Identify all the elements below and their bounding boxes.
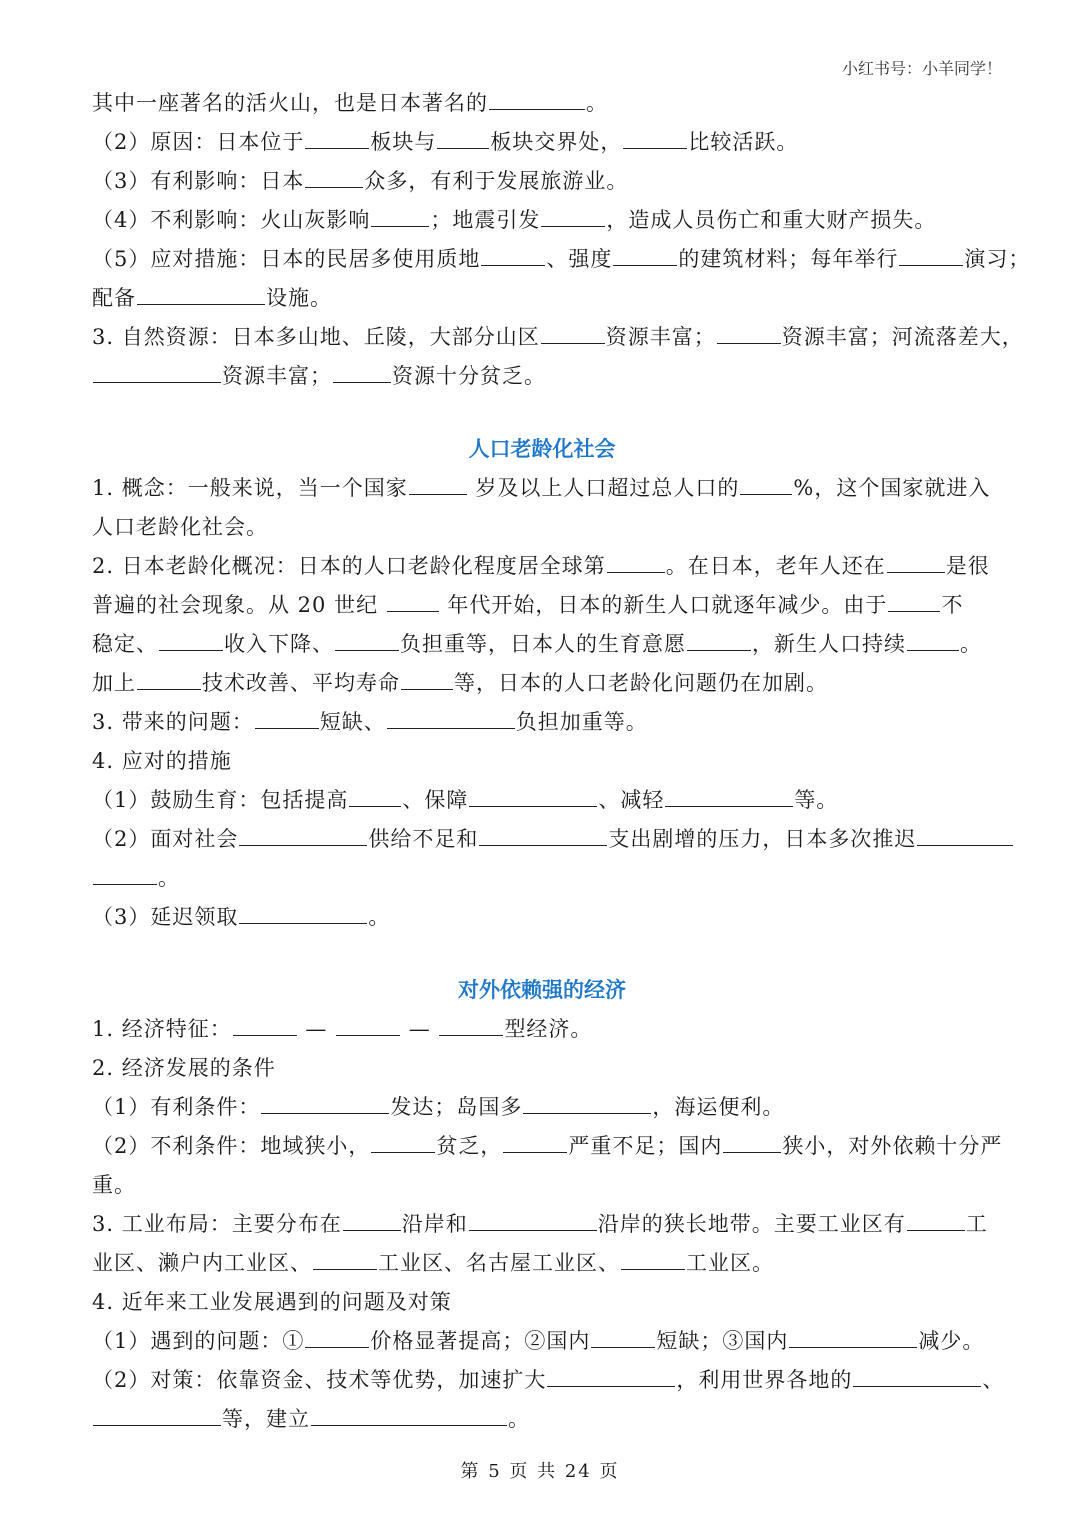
line-text: 、减轻 <box>598 788 665 812</box>
fill-blank[interactable] <box>917 823 1013 846</box>
text-line <box>92 1361 1005 1400</box>
fill-blank[interactable] <box>349 784 401 807</box>
line-text: 比较活跃。 <box>688 130 799 154</box>
text-line <box>92 1244 992 1283</box>
fill-blank[interactable] <box>607 550 665 573</box>
line-text: 人口老龄化社会。 <box>92 515 268 539</box>
line-text: 、保障 <box>402 788 469 812</box>
line-text: 严重不足；国内 <box>568 1134 723 1158</box>
worksheet <box>92 84 1031 1439</box>
line-text: （1）鼓励生育：包括提高 <box>92 788 349 812</box>
fill-blank[interactable] <box>887 550 945 573</box>
fill-blank[interactable] <box>547 1364 675 1387</box>
line-text: 资源丰富； <box>222 364 332 388</box>
line-text: 是很 <box>945 554 990 578</box>
fill-blank[interactable] <box>239 823 367 846</box>
line-text: 的建筑材料；每年举行 <box>678 247 899 271</box>
fill-blank[interactable] <box>740 472 792 495</box>
watermark: 小红书号：小羊同学！ <box>841 59 1002 78</box>
line-text: 。 <box>960 632 982 656</box>
line-text: 4. 应对的措施 <box>92 749 232 773</box>
text-line <box>92 781 992 820</box>
line-text: 、强度 <box>546 247 613 271</box>
fill-blank[interactable] <box>305 165 363 188</box>
text-line <box>92 1400 992 1439</box>
line-text: 等。 <box>794 788 839 812</box>
fill-blank[interactable] <box>333 360 391 383</box>
line-text: 加上 <box>92 671 136 695</box>
line-text: 型经济。 <box>504 1017 593 1041</box>
text-line <box>92 742 992 781</box>
text-line <box>92 820 992 859</box>
text-line <box>92 625 992 664</box>
line-text: （2）面对社会 <box>92 827 239 851</box>
line-text: 3. 自然资源：日本多山地、丘陵，大部分山区 <box>92 325 540 349</box>
fill-blank[interactable] <box>137 282 265 305</box>
fill-blank[interactable] <box>503 1130 567 1153</box>
fill-blank[interactable] <box>335 628 399 651</box>
fill-blank[interactable] <box>469 784 597 807</box>
line-text: 发达；岛国多 <box>390 1095 523 1119</box>
fill-blank[interactable] <box>665 784 793 807</box>
text-line <box>92 201 992 240</box>
fill-blank[interactable] <box>623 126 687 149</box>
line-text: 短缺；③国内 <box>656 1329 789 1353</box>
line-text: 技术改善、平均寿命 <box>202 671 400 695</box>
fill-blank[interactable] <box>387 589 439 612</box>
line-text: （5）应对措施：日本的民居多使用质地 <box>92 247 481 271</box>
fill-blank[interactable] <box>613 243 677 266</box>
fill-blank[interactable] <box>888 589 940 612</box>
line-text: 供给不足和 <box>368 827 479 851</box>
text-line <box>92 859 992 898</box>
text-line <box>92 357 992 396</box>
fill-blank[interactable] <box>687 628 751 651</box>
line-text: 。 <box>158 866 180 890</box>
line-text: 板块交界处， <box>490 130 623 154</box>
fill-blank[interactable] <box>371 1130 435 1153</box>
line-text: 演习； <box>964 247 1031 271</box>
line-text: 。 <box>508 1407 530 1431</box>
section-aging <box>92 469 992 937</box>
fill-blank[interactable] <box>899 243 963 266</box>
line-text: 沿岸的狭长地带。主要工业区有 <box>597 1212 906 1236</box>
line-text: 等，日本的人口老龄化问题仍在加剧。 <box>454 671 828 695</box>
fill-blank[interactable] <box>401 667 453 690</box>
line-text: （2）原因：日本位于 <box>92 130 305 154</box>
text-line <box>92 84 992 123</box>
text-line <box>92 1283 992 1322</box>
fill-blank[interactable] <box>723 1130 781 1153</box>
line-text: 3. 带来的问题： <box>92 710 254 734</box>
line-text: 不 <box>941 593 964 617</box>
line-text: ，新生人口持续 <box>752 632 906 656</box>
line-text: 沿岸和 <box>401 1212 468 1236</box>
line-text: %，这个国家就进入 <box>793 476 991 500</box>
line-text: 支出剧增的压力，日本多次推迟 <box>608 827 917 851</box>
page-footer: 第 5 页 共 24 页 <box>460 1461 620 1482</box>
line-text: 2. 日本老龄化概况：日本的人口老龄化程度居全球第 <box>92 554 606 578</box>
text-line <box>92 703 992 742</box>
fill-blank[interactable] <box>469 1208 597 1231</box>
text-line <box>92 1010 992 1049</box>
line-text: （2）对策：依靠资金、技术等优势，加速扩大 <box>92 1368 547 1392</box>
line-text: 设施。 <box>266 286 332 310</box>
line-text: （3）延迟领取 <box>92 905 239 929</box>
text-line <box>92 586 992 625</box>
fill-blank[interactable] <box>93 862 157 885</box>
line-text: 短缺、 <box>319 710 386 734</box>
text-line <box>92 547 992 586</box>
line-text: 3. 工业布局：主要分布在 <box>92 1212 342 1236</box>
fill-blank[interactable] <box>437 126 489 149</box>
line-text: 。 <box>368 905 391 929</box>
line-text: 负担重等，日本人的生育意愿 <box>400 632 686 656</box>
line-text: 狭小，对外依赖十分严 <box>782 1134 1003 1158</box>
line-text: 负担加重等。 <box>515 710 648 734</box>
line-text: 年代开始，日本的新生人口就逐年减少。由于 <box>439 593 888 617</box>
fill-blank[interactable] <box>255 706 319 729</box>
line-text: （2）不利条件：地域狭小， <box>92 1134 371 1158</box>
line-text: 。在日本，老年人还在 <box>665 554 886 578</box>
fill-blank[interactable] <box>336 1013 400 1036</box>
fill-blank[interactable] <box>523 1091 651 1114</box>
fill-blank[interactable] <box>305 1325 369 1348</box>
line-text: — <box>401 1017 439 1041</box>
line-text: （1）有利条件： <box>92 1095 261 1119</box>
line-text: ，利用世界各地的 <box>676 1368 853 1392</box>
line-text: 、 <box>982 1368 1005 1392</box>
text-line <box>92 1049 992 1088</box>
line-text: 4. 近年来工业发展遇到的问题及对策 <box>92 1290 452 1314</box>
line-text: 岁及以上人口超过总人口的 <box>467 476 740 500</box>
line-text: 贫乏， <box>436 1134 503 1158</box>
line-text: 资源十分贫乏。 <box>392 364 546 388</box>
line-text: 重。 <box>92 1173 136 1197</box>
line-text: 价格显著提高；②国内 <box>370 1329 591 1353</box>
fill-blank[interactable] <box>481 243 545 266</box>
line-text: 1. 概念：一般来说，当一个国家 <box>92 476 408 500</box>
section-japan-nature <box>92 84 1031 396</box>
line-text: 资源丰富； <box>605 325 716 349</box>
text-line <box>92 1166 992 1205</box>
line-text: 工 <box>965 1212 988 1236</box>
fill-blank[interactable] <box>387 706 515 729</box>
fill-blank[interactable] <box>541 321 605 344</box>
fill-blank[interactable] <box>93 1403 221 1426</box>
heading-aging: 人口老龄化社会 <box>468 437 616 461</box>
fill-blank[interactable] <box>479 823 607 846</box>
text-line <box>92 469 992 508</box>
line-text: 减少。 <box>918 1329 985 1353</box>
line-text: 普遍的社会现象。从 20 世纪 <box>92 593 386 617</box>
fill-blank[interactable] <box>489 87 585 110</box>
text-line <box>92 1205 992 1244</box>
fill-blank[interactable] <box>159 628 223 651</box>
fill-blank[interactable] <box>439 1013 503 1036</box>
line-text: 。 <box>586 91 608 115</box>
line-text: — <box>297 1017 336 1041</box>
line-text: 众多，有利于发展旅游业。 <box>364 169 629 193</box>
line-text: 1. 经济特征： <box>92 1017 232 1041</box>
line-text: 业区、濑户内工业区、 <box>92 1251 312 1275</box>
line-text: 工业区、名古屋工业区、 <box>378 1251 620 1275</box>
fill-blank[interactable] <box>313 1247 377 1270</box>
line-text: 板块与 <box>370 130 437 154</box>
fill-blank[interactable] <box>907 1208 965 1231</box>
text-line <box>92 162 992 201</box>
text-line <box>92 240 1031 279</box>
line-text: 资源丰富；河流落差大， <box>781 325 1024 349</box>
fill-blank[interactable] <box>261 1091 389 1114</box>
line-text: 工业区。 <box>686 1251 774 1275</box>
line-text: 稳定、 <box>92 632 158 656</box>
line-text: ，海运便利。 <box>652 1095 785 1119</box>
line-text: ，造成人员伤亡和重大财产损失。 <box>606 208 937 232</box>
fill-blank[interactable] <box>541 204 605 227</box>
heading-economy: 对外依赖强的经济 <box>458 978 626 1002</box>
line-text: （4）不利影响：火山灰影响 <box>92 208 371 232</box>
line-text: 等，建立 <box>222 1407 310 1431</box>
line-text: 其中一座著名的活火山，也是日本著名的 <box>92 91 488 115</box>
line-text: （3）有利影响：日本 <box>92 169 305 193</box>
line-text: （1）遇到的问题：① <box>92 1329 305 1353</box>
fill-blank[interactable] <box>409 472 467 495</box>
fill-blank[interactable] <box>305 126 369 149</box>
text-line <box>92 508 992 547</box>
text-line <box>92 318 1024 357</box>
text-line <box>92 1088 992 1127</box>
section-economy <box>92 1010 1005 1439</box>
fill-blank[interactable] <box>591 1325 655 1348</box>
fill-blank[interactable] <box>717 321 781 344</box>
fill-blank[interactable] <box>371 204 429 227</box>
text-line <box>92 279 992 318</box>
fill-blank[interactable] <box>93 360 221 383</box>
text-line <box>92 664 992 703</box>
line-text: ；地震引发 <box>430 208 541 232</box>
line-text: 收入下降、 <box>224 632 334 656</box>
text-line <box>92 1127 1003 1166</box>
fill-blank[interactable] <box>239 901 367 924</box>
text-line <box>92 1322 992 1361</box>
text-line <box>92 898 992 937</box>
fill-blank[interactable] <box>789 1325 917 1348</box>
fill-blank[interactable] <box>311 1403 507 1426</box>
text-line <box>92 123 992 162</box>
line-text: 配备 <box>92 286 136 310</box>
fill-blank[interactable] <box>907 628 959 651</box>
fill-blank[interactable] <box>233 1013 297 1036</box>
line-text: 2. 经济发展的条件 <box>92 1056 276 1080</box>
fill-blank[interactable] <box>137 667 201 690</box>
fill-blank[interactable] <box>621 1247 685 1270</box>
fill-blank[interactable] <box>853 1364 981 1387</box>
fill-blank[interactable] <box>343 1208 401 1231</box>
